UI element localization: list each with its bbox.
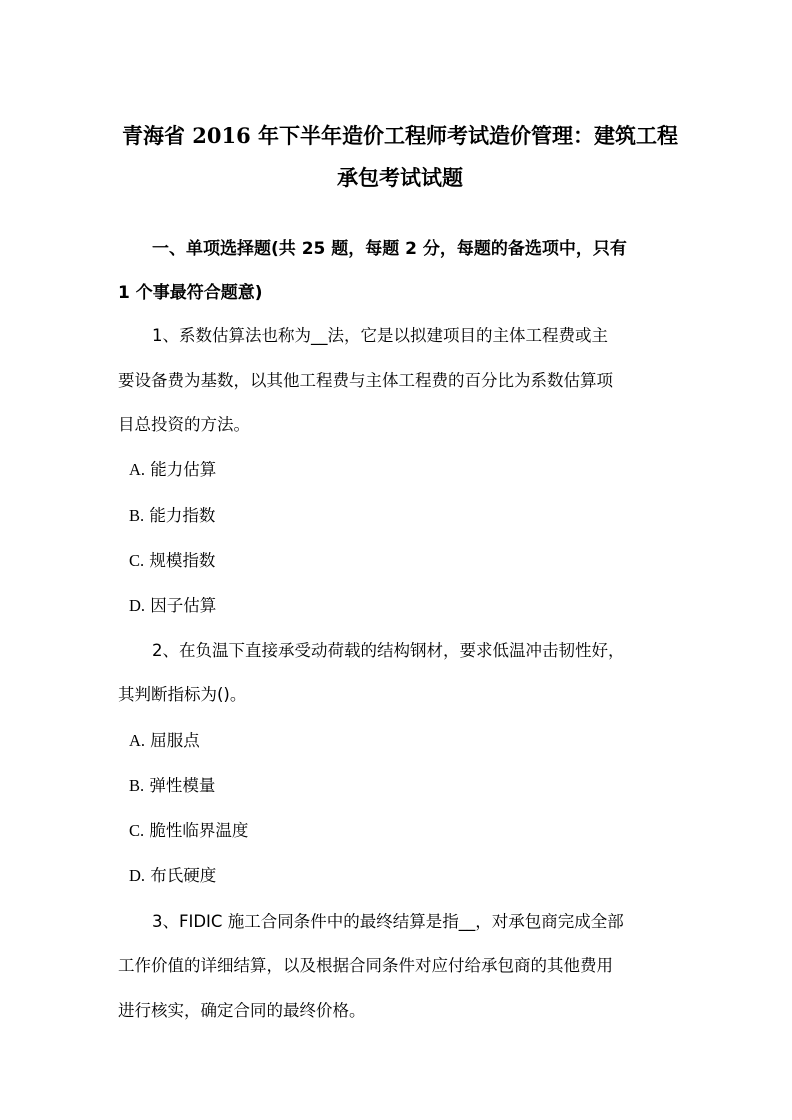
question-1-option-a	[129, 456, 216, 480]
question-2-option-a	[129, 727, 200, 751]
question-2-option-b	[129, 772, 215, 796]
option-letter: D.	[129, 866, 146, 885]
option-letter: A.	[129, 731, 146, 750]
question-1-option-d	[129, 592, 216, 616]
option-letter: A.	[129, 460, 146, 479]
question-2-option-d	[129, 862, 216, 886]
question-3-line-1: 3、FIDIC 施工合同条件中的最终结算是指__，对承包商完成全部	[152, 912, 624, 931]
section-heading-line-2: 1 个事最符合题意)	[118, 283, 263, 303]
document-title-line-1: 青海省 2016 年下半年造价工程师考试造价管理：建筑工程	[121, 123, 679, 148]
option-text: 能力指数	[149, 506, 216, 525]
question-3-line-3: 进行核实，确定合同的最终价格。	[118, 1001, 366, 1020]
option-text: 脆性临界温度	[149, 821, 249, 840]
option-text: 屈服点	[150, 731, 200, 750]
option-letter: B.	[129, 506, 145, 525]
option-text: 能力估算	[150, 460, 217, 479]
option-text: 因子估算	[150, 596, 217, 615]
question-1-line-3: 目总投资的方法。	[118, 415, 250, 434]
document-title-line-2: 承包考试试题	[337, 165, 463, 190]
section-heading-line-1: 一、单项选择题(共 25 题，每题 2 分，每题的备选项中，只有	[152, 239, 627, 259]
question-3-line-2: 工作价值的详细结算，以及根据合同条件对应付给承包商的其他费用	[118, 956, 613, 975]
question-1-option-c	[129, 547, 215, 571]
option-letter: C.	[129, 551, 145, 570]
question-2-line-2: 其判断指标为()。	[118, 685, 247, 704]
option-text: 弹性模量	[149, 776, 216, 795]
option-letter: C.	[129, 821, 145, 840]
question-1-option-b	[129, 502, 215, 526]
option-letter: B.	[129, 776, 145, 795]
question-1-line-1: 1、系数估算法也称为__法，它是以拟建项目的主体工程费或主	[152, 326, 608, 345]
question-1-line-2: 要设备费为基数，以其他工程费与主体工程费的百分比为系数估算项	[118, 371, 613, 390]
option-text: 布氏硬度	[150, 866, 217, 885]
question-2-line-1: 2、在负温下直接承受动荷载的结构钢材，要求低温冲击韧性好，	[152, 641, 625, 660]
option-text: 规模指数	[149, 551, 216, 570]
option-letter: D.	[129, 596, 146, 615]
question-2-option-c	[129, 817, 248, 841]
